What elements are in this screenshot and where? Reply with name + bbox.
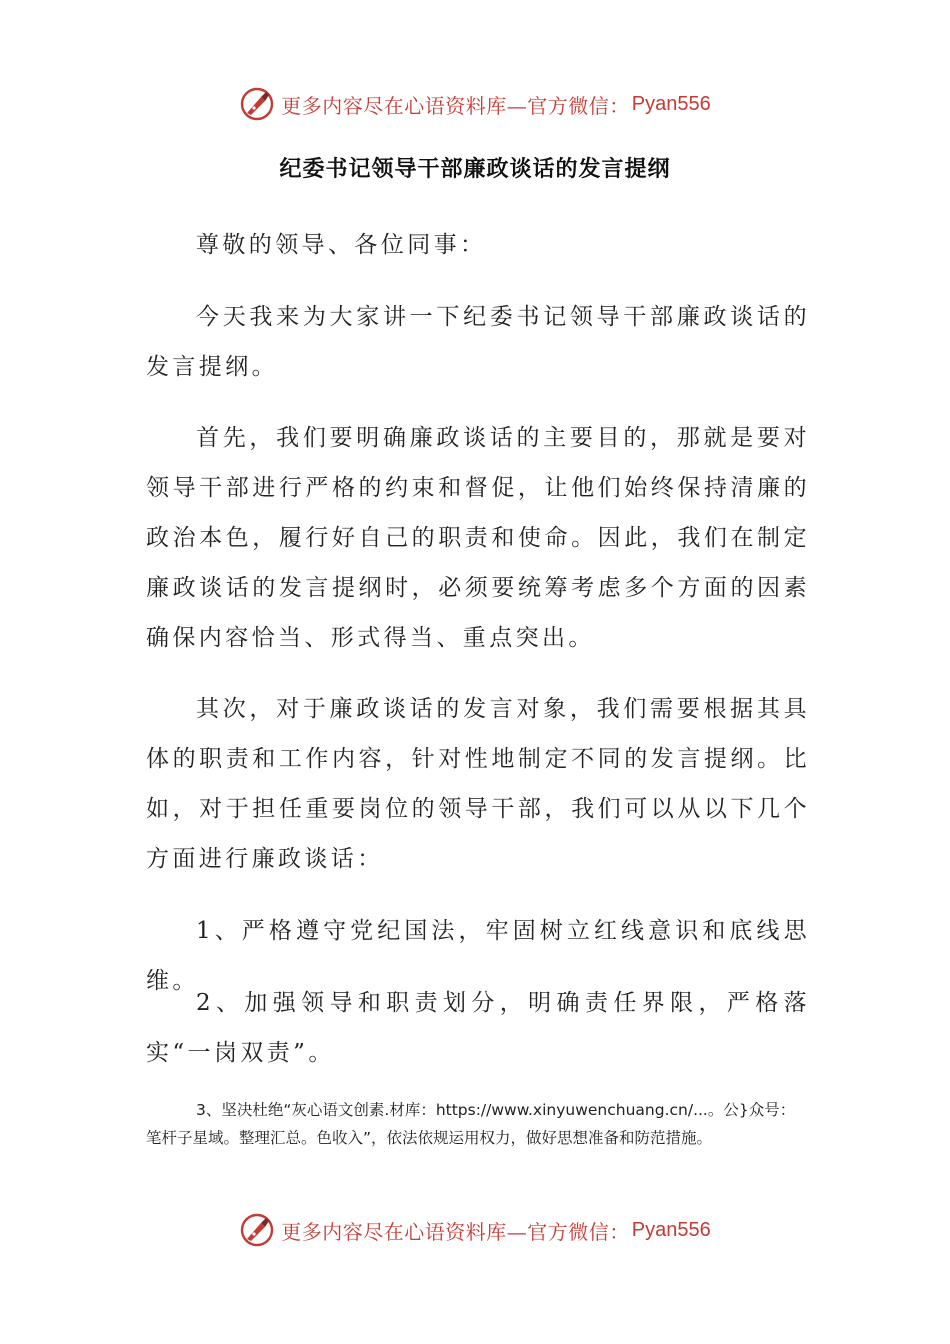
paragraph-intro: 今天我来为大家讲一下纪委书记领导干部廉政谈话的发言提纲。 [146, 304, 810, 380]
pen-nib-logo-icon [239, 86, 275, 122]
salutation: 尊敬的领导、各位同事： [196, 232, 487, 258]
list-item-2: 2、加强领导和职责划分，明确责任界限，严格落实“一岗双责”。 [146, 990, 810, 1066]
list-item-3-note: 3、坚决杜绝“灰心语文创素.材库：https://www.xinyuwenchuang.cn/...。公}众号：笔杆子星域。整理汇总。色收入”，依法依规运用权力，做好思想准备和防范措施。 [146, 1101, 796, 1147]
watermark-text: 更多内容尽在心语资料库—官方微信： [281, 93, 630, 118]
watermark-wechat-id: Pyan556 [631, 1218, 711, 1241]
paragraph-audience: 其次，对于廉政谈话的发言对象，我们需要根据其具体的职责和工作内容，针对性地制定不同的发言提纲。比如，对于担任重要岗位的领导干部，我们可以从以下几个方面进行廉政谈话： [146, 696, 810, 872]
footer-watermark [0, 1208, 950, 1252]
watermark-text: 更多内容尽在心语资料库—官方微信： [281, 1219, 630, 1244]
list-item-1: 1、严格遵守党纪国法，牢固树立红线意识和底线思维。 [146, 918, 810, 994]
header-watermark [0, 82, 950, 126]
document-title: 纪委书记领导干部廉政谈话的发言提纲 [279, 156, 671, 182]
pen-nib-logo-icon [239, 1212, 275, 1248]
watermark-wechat-id: Pyan556 [631, 92, 711, 115]
paragraph-purpose: 首先，我们要明确廉政谈话的主要目的，那就是要对领导干部进行严格的约束和督促，让他们始终保持清廉的政治本色，履行好自己的职责和使命。因此，我们在制定廉政谈话的发言提纲时，必须要统筹考虑多个方面的因素确保内容恰当、形式得当、重点突出。 [146, 425, 810, 651]
